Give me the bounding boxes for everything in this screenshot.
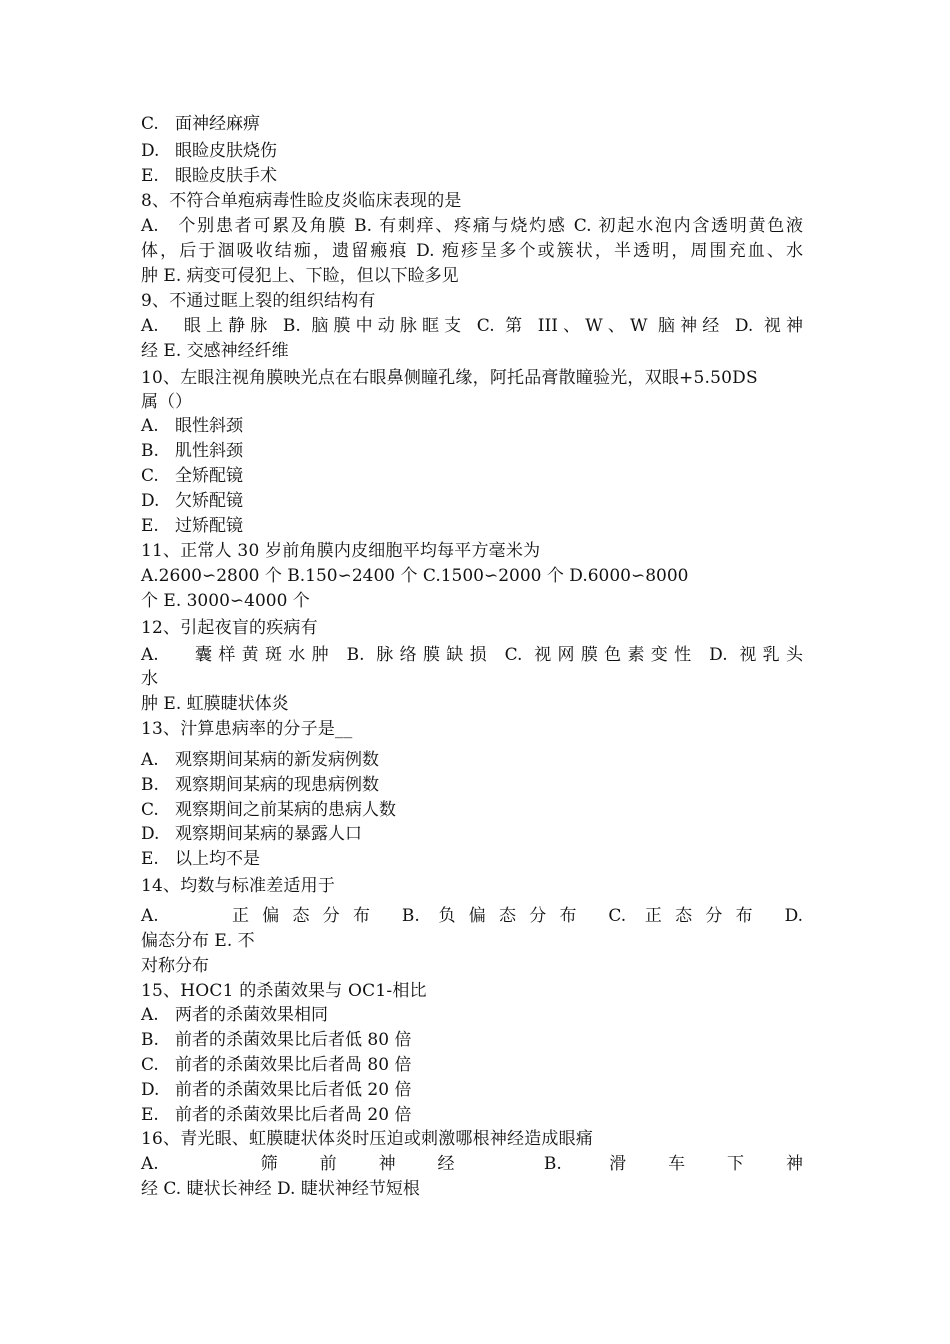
option-line: D. 前者的杀菌效果比后者低 20 倍 bbox=[141, 1080, 412, 1100]
option-line: D. 观察期间某病的暴露人口 bbox=[141, 824, 362, 844]
question-stem: 15、HOC1 的杀菌效果与 OC1-相比 bbox=[141, 981, 427, 1001]
option-line: C. 全矫配镜 bbox=[141, 466, 243, 486]
option-line: E. 前者的杀菌效果比后者咼 20 倍 bbox=[141, 1105, 412, 1125]
question-stem: 14、均数与标准差适用于 bbox=[141, 876, 336, 896]
option-line: B. 观察期间某病的现患病例数 bbox=[141, 775, 379, 795]
question-stem: 9、不通过眶上裂的组织结构有 bbox=[141, 291, 376, 311]
option-line: A.2600∽2800 个 B.150∽2400 个 C.1500∽2000 个 D.6000∽8000 bbox=[141, 566, 689, 586]
continuation-line: 体，后于涸吸收结痂，遗留瘢痕 D. 疱疹呈多个或簇状，半透明，周围充血、水 bbox=[141, 241, 803, 261]
option-line: A. 眼性斜颈 bbox=[141, 416, 243, 436]
option-line: B. 前者的杀菌效果比后者低 80 倍 bbox=[141, 1030, 412, 1050]
option-line: A. 个别患者可累及角膜 B. 有刺痒、疼痛与烧灼感 C. 初起水泡内含透明黄色液 bbox=[141, 216, 803, 236]
continuation-line: 水 bbox=[141, 669, 158, 689]
option-line: D. 欠矫配镜 bbox=[141, 491, 243, 511]
option-line: A. 观察期间某病的新发病例数 bbox=[141, 750, 379, 770]
continuation-line: 对称分布 bbox=[141, 956, 209, 976]
question-stem: 10、左眼注视角膜映光点在右眼鼻侧瞳孔缘，阿托品膏散瞳验光，双眼+5.50DS bbox=[141, 368, 758, 388]
question-stem: 11、正常人 30 岁前角膜内皮细胞平均每平方毫米为 bbox=[141, 541, 541, 561]
option-line: A. 眼上静脉 B. 脑膜中动脉眶支 C. 第 III、W、W 脑神经 D. 视神 bbox=[141, 316, 803, 336]
option-line: E. 过矫配镜 bbox=[141, 516, 243, 536]
option-line: C. 面神经麻痹 bbox=[141, 114, 260, 134]
option-line: A. 正偏态分布 B. 负偏态分布 C. 正态分布 D. bbox=[141, 906, 803, 926]
continuation-line: 肿 E. 病变可侵犯上、下睑，但以下睑多见 bbox=[141, 266, 459, 286]
question-stem: 16、青光眼、虹膜睫状体炎时压迫或刺激哪根神经造成眼痛 bbox=[141, 1129, 594, 1149]
continuation-line: 属（） bbox=[141, 392, 192, 412]
continuation-line: 个 E. 3000∽4000 个 bbox=[141, 591, 310, 611]
continuation-line: 肿 E. 虹膜睫状体炎 bbox=[141, 694, 289, 714]
continuation-line: 经 E. 交感神经纤维 bbox=[141, 341, 289, 361]
option-line: E. 眼睑皮肤手术 bbox=[141, 166, 277, 186]
option-line: A. 筛前神经 B. 滑车下神 bbox=[141, 1154, 803, 1174]
continuation-line: 经 C. 睫状长神经 D. 睫状神经节短根 bbox=[141, 1179, 420, 1199]
option-line: A. 囊样黄斑水肿 B. 脉络膜缺损 C. 视网膜色素变性 D. 视乳头 bbox=[141, 645, 803, 665]
question-stem: 8、不符合单疱病毒性睑皮炎临床表现的是 bbox=[141, 191, 462, 211]
question-stem: 12、引起夜盲的疾病有 bbox=[141, 618, 318, 638]
question-stem: 13、汁算患病率的分子是__ bbox=[141, 719, 353, 739]
option-line: C. 前者的杀菌效果比后者咼 80 倍 bbox=[141, 1055, 412, 1075]
option-line: C. 观察期间之前某病的患病人数 bbox=[141, 800, 396, 820]
option-line: A. 两者的杀菌效果相同 bbox=[141, 1005, 328, 1025]
option-line: E. 以上均不是 bbox=[141, 849, 260, 869]
continuation-line: 偏态分布 E. 不 bbox=[141, 931, 255, 951]
option-line: D. 眼睑皮肤烧伤 bbox=[141, 141, 277, 161]
option-line: B. 肌性斜颈 bbox=[141, 441, 243, 461]
